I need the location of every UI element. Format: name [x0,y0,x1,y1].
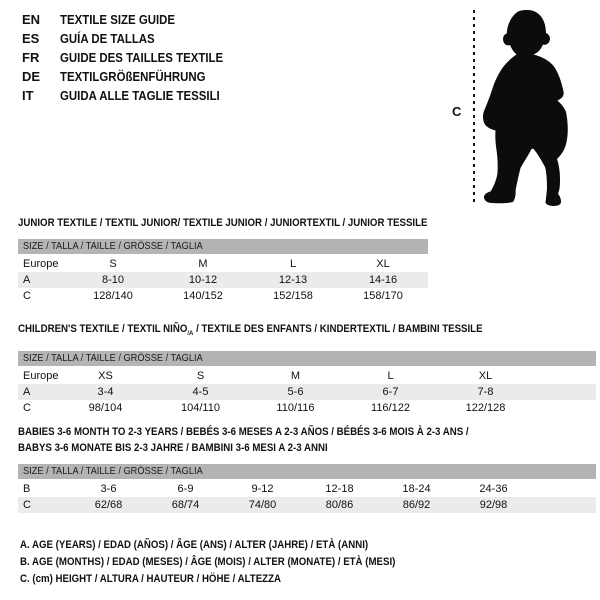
footnotes [20,537,447,588]
value-cell: 158/170 [363,290,403,302]
value-cell: XL [376,258,390,270]
value-cell: 4-5 [153,384,248,400]
row-label-cell: C [18,497,70,513]
value-cell: 62/68 [70,497,147,513]
value-cell: 3-4 [58,384,153,400]
table-title-line: CHILDREN'S TEXTILE / TEXTIL $NIÑO_{/A}$ / TEXTILE DES ENFANTS / KINDERTEXTIL / BAMBINI TESSILE [18,323,483,338]
value-cell: 152/158 [273,290,313,302]
language-code: DE [22,69,41,84]
value-cell: 140/152 [183,290,223,302]
value-cell: 9-12 [251,483,274,495]
language-label: GUIDE DES TAILLES TEXTILE [60,50,224,65]
value-cell: 14-16 [338,272,428,288]
junior-textile-section [18,215,428,304]
table-row [18,497,596,513]
row-label-cell: Europe [23,258,59,270]
height-measure-line [473,10,475,206]
table-title [18,424,596,456]
filler-cell [533,367,596,384]
childrens-textile-section [18,321,596,416]
value-cell: 12-13 [248,272,338,288]
baby-silhouette-icon [480,4,576,210]
footnote-line: B. AGE (MONTHS) / EDAD (MESES) / ÂGE (MOIS) / ALTER (MONATE) / ETÀ (MESI) [20,556,396,568]
language-row [22,67,245,86]
value-cell: 24-36 [479,483,508,495]
footnote-line: A. AGE (YEARS) / EDAD (AÑOS) / ÂGE (ANS) / ALTER (JAHRE) / ETÀ (ANNI) [20,539,369,551]
value-cell: 92/98 [455,497,532,513]
row-label-cell: C [23,290,31,302]
value-cell: 104/110 [181,402,220,415]
row-label-cell: A [18,384,58,400]
table-row [18,384,596,400]
value-cell: 110/116 [276,402,315,415]
language-code: FR [22,50,40,65]
value-cell: 86/92 [378,497,455,513]
junior-size-table [18,239,428,304]
language-label: TEXTILE SIZE GUIDE [60,12,176,27]
value-cell: 6-9 [177,483,194,495]
value-cell: L [289,258,297,270]
language-label: GUIDA ALLE TAGLIE TESSILI [60,88,220,103]
value-cell: 98/104 [88,402,123,415]
language-row [22,86,245,105]
filler-cell [533,384,596,400]
value-cell: XL [478,370,493,383]
value-cell: 10-12 [158,272,248,288]
language-header [22,10,245,105]
language-row [22,29,245,48]
row-label-cell: B [23,483,31,495]
value-cell: 5-6 [248,384,343,400]
value-cell: M [198,258,208,270]
value-cell: 12-18 [325,483,354,495]
value-cell: 3-6 [100,483,117,495]
row-label-cell: C [23,402,31,415]
value-cell: 6-7 [343,384,438,400]
row-label-cell: Europe [23,370,58,383]
language-code: IT [22,88,34,103]
value-cell: 8-10 [68,272,158,288]
language-code: ES [22,31,40,46]
value-cell: 116/122 [371,402,410,415]
table-title [18,215,428,231]
babies-textile-section [18,424,596,513]
language-label: GUÍA DE TALLAS [60,31,155,46]
table-title-line: BABIES 3-6 MONTH TO 2-3 YEARS / BEBÉS 3-6 MESES A 2-3 AÑOS / BÉBÉS 3-6 MOIS À 2-3 ANS / [18,426,469,438]
table-row [18,255,428,272]
language-row [22,10,245,29]
filler-cell [532,497,596,513]
size-header-cell: SIZE / TALLA / TAILLE / GRÖSSE / TAGLIA [18,239,428,255]
language-code: EN [22,12,41,27]
table-row [18,272,428,288]
value-cell: M [290,370,301,383]
babies-size-table [18,464,596,513]
value-cell: 18-24 [402,483,431,495]
value-cell: 7-8 [438,384,533,400]
table-title-line: JUNIOR TEXTILE / TEXTIL JUNIOR/ TEXTILE JUNIOR / JUNIORTEXTIL / JUNIOR TESSILE [18,217,428,229]
table-title [18,321,596,342]
value-cell: 80/86 [301,497,378,513]
value-cell: 74/80 [224,497,301,513]
value-cell: S [109,258,117,270]
value-cell: 128/140 [93,290,133,302]
table-row [18,288,428,304]
table-row [18,367,596,384]
size-header-cell: SIZE / TALLA / TAILLE / GRÖSSE / TAGLIA [18,351,596,367]
value-cell: 68/74 [147,497,224,513]
language-row [22,48,245,67]
value-cell: 122/128 [465,402,506,415]
language-label: TEXTILGRÖßENFÜHRUNG [60,69,206,84]
table-title-line: BABYS 3-6 MONATE BIS 2-3 JAHRE / BAMBINI 3-6 MESI A 2-3 ANNI [18,442,328,454]
value-cell: S [196,370,205,383]
table-row [18,400,596,416]
height-measure-label: C [452,104,462,119]
value-cell: XS [98,370,113,383]
footnote-line: C. (cm) HEIGHT / ALTURA / HAUTEUR / HÖHE / ALTEZZA [20,573,282,585]
value-cell: L [387,370,394,383]
childrens-size-table [18,351,596,416]
size-header-cell: SIZE / TALLA / TAILLE / GRÖSSE / TAGLIA [18,464,596,480]
table-row [18,480,596,497]
row-label-cell: A [18,272,68,288]
filler-cell [532,480,596,497]
filler-cell [533,400,596,416]
